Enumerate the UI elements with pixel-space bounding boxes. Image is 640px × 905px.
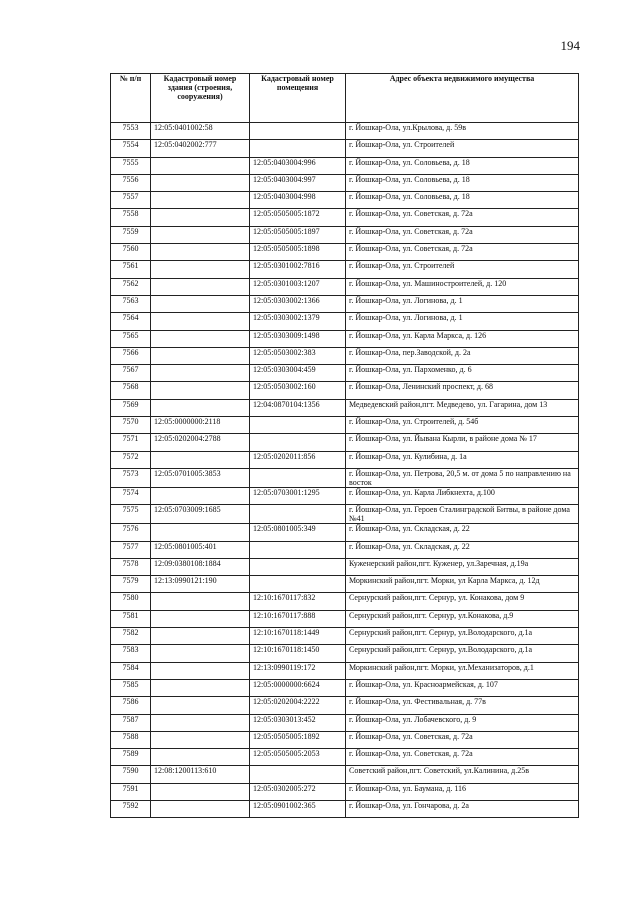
table-row <box>111 123 579 140</box>
building-cadastral-number <box>151 783 250 800</box>
premises-cadastral-number <box>250 576 346 593</box>
table-row <box>111 244 579 261</box>
row-number: 7556 <box>111 174 151 191</box>
address: г. Йошкар-Ола, ул. Складская, д. 22 <box>346 524 579 541</box>
row-number: 7572 <box>111 451 151 468</box>
address: Советский район,пгт. Советский, ул.Калинина, д.25в <box>346 766 579 783</box>
address: г. Йошкар-Ола, ул. Советская, д. 72а <box>346 226 579 243</box>
property-registry-table <box>110 73 579 818</box>
row-number: 7591 <box>111 783 151 800</box>
table-row <box>111 576 579 593</box>
table-row <box>111 399 579 416</box>
table-row <box>111 662 579 679</box>
row-number: 7573 <box>111 468 151 487</box>
building-cadastral-number <box>151 330 250 347</box>
table-row <box>111 731 579 748</box>
table-header-row <box>111 74 579 123</box>
premises-cadastral-number: 12:05:0505005:2053 <box>250 749 346 766</box>
building-cadastral-number <box>151 399 250 416</box>
address: г. Йошкар-Ола, ул. Карла Либкнехта, д.100 <box>346 487 579 504</box>
building-cadastral-number: 12:05:0701005:3853 <box>151 468 250 487</box>
row-number: 7592 <box>111 800 151 817</box>
row-number: 7585 <box>111 679 151 696</box>
premises-cadastral-number: 12:13:0990119:172 <box>250 662 346 679</box>
table-row <box>111 697 579 714</box>
row-number: 7569 <box>111 399 151 416</box>
premises-cadastral-number: 12:05:0505005:1898 <box>250 244 346 261</box>
premises-cadastral-number: 12:05:0302005:272 <box>250 783 346 800</box>
premises-cadastral-number: 12:05:0303002:1379 <box>250 313 346 330</box>
table-row <box>111 382 579 399</box>
table-row <box>111 487 579 504</box>
premises-cadastral-number: 12:05:0403004:996 <box>250 157 346 174</box>
building-cadastral-number <box>151 645 250 662</box>
table-row <box>111 174 579 191</box>
address: г. Йошкар-Ола, Ленинский проспект, д. 68 <box>346 382 579 399</box>
table-row <box>111 541 579 558</box>
premises-cadastral-number <box>250 541 346 558</box>
table-row <box>111 714 579 731</box>
address: Медведевский район,пгт. Медведево, ул. Гагарина, дом 13 <box>346 399 579 416</box>
row-number: 7561 <box>111 261 151 278</box>
address: г. Йошкар-Ола, ул. Фестивальная, д. 77в <box>346 697 579 714</box>
table-row <box>111 417 579 434</box>
premises-cadastral-number: 12:05:0202011:856 <box>250 451 346 468</box>
building-cadastral-number <box>151 382 250 399</box>
row-number: 7589 <box>111 749 151 766</box>
address: г. Йошкар-Ола, ул. Строителей <box>346 261 579 278</box>
building-cadastral-number <box>151 679 250 696</box>
row-number: 7564 <box>111 313 151 330</box>
building-cadastral-number <box>151 174 250 191</box>
row-number: 7559 <box>111 226 151 243</box>
address: Сернурский район,пгт. Сернур, ул.Володарского, д.1а <box>346 645 579 662</box>
premises-cadastral-number: 12:05:0403004:998 <box>250 192 346 209</box>
building-cadastral-number <box>151 697 250 714</box>
premises-cadastral-number <box>250 417 346 434</box>
building-cadastral-number <box>151 731 250 748</box>
address: г. Йошкар-Ола, ул. Строителей <box>346 140 579 157</box>
premises-cadastral-number: 12:05:0801005:349 <box>250 524 346 541</box>
premises-cadastral-number: 12:05:0301003:1207 <box>250 278 346 295</box>
building-cadastral-number <box>151 313 250 330</box>
address: г. Йошкар-Ола, ул.Крылова, д. 59в <box>346 123 579 140</box>
premises-cadastral-number: 12:10:1670117:832 <box>250 593 346 610</box>
premises-cadastral-number: 12:05:0901002:365 <box>250 800 346 817</box>
table-row <box>111 365 579 382</box>
table-row <box>111 505 579 524</box>
header-premises-cadastral: Кадастровый номер помещения <box>250 74 346 123</box>
header-row-number: № п/п <box>111 74 151 123</box>
address: г. Йошкар-Ола, ул. Пархоменко, д. 6 <box>346 365 579 382</box>
row-number: 7562 <box>111 278 151 295</box>
building-cadastral-number: 12:05:0402002:777 <box>151 140 250 157</box>
building-cadastral-number <box>151 209 250 226</box>
building-cadastral-number <box>151 244 250 261</box>
premises-cadastral-number: 12:05:0403004:997 <box>250 174 346 191</box>
building-cadastral-number: 12:05:0401002:58 <box>151 123 250 140</box>
premises-cadastral-number: 12:05:0703001:1295 <box>250 487 346 504</box>
header-building-cadastral: Кадастровый номер здания (строения, сооружения) <box>151 74 250 123</box>
building-cadastral-number <box>151 347 250 364</box>
table-row <box>111 524 579 541</box>
building-cadastral-number <box>151 295 250 312</box>
premises-cadastral-number: 12:10:1670118:1450 <box>250 645 346 662</box>
table-row <box>111 679 579 696</box>
table-row <box>111 261 579 278</box>
address: г. Йошкар-Ола, ул. Героев Сталинградской Битвы, в районе дома №41 <box>346 505 579 524</box>
address: г. Йошкар-Ола, ул. Лобачевского, д. 9 <box>346 714 579 731</box>
row-number: 7583 <box>111 645 151 662</box>
table-row <box>111 347 579 364</box>
premises-cadastral-number <box>250 468 346 487</box>
premises-cadastral-number: 12:10:1670117:888 <box>250 610 346 627</box>
address: г. Йошкар-Ола, ул. Логинова, д. 1 <box>346 295 579 312</box>
building-cadastral-number <box>151 278 250 295</box>
premises-cadastral-number <box>250 434 346 451</box>
premises-cadastral-number: 12:05:0202004:2222 <box>250 697 346 714</box>
row-number: 7584 <box>111 662 151 679</box>
building-cadastral-number <box>151 524 250 541</box>
row-number: 7590 <box>111 766 151 783</box>
address: г. Йошкар-Ола, ул. Советская, д. 72а <box>346 209 579 226</box>
page-number: 194 <box>560 38 580 53</box>
table-row <box>111 800 579 817</box>
address: Сернурский район,пгт. Сернур, ул. Конакова, дом 9 <box>346 593 579 610</box>
address: Сернурский район,пгт. Сернур, ул.Володарского, д.1а <box>346 628 579 645</box>
address: г. Йошкар-Ола, ул. Соловьева, д. 18 <box>346 192 579 209</box>
table-row <box>111 628 579 645</box>
address: г. Йошкар-Ола, ул. Машиностроителей, д. 120 <box>346 278 579 295</box>
address: Сернурский район,пгт. Сернур, ул.Конакова, д.9 <box>346 610 579 627</box>
table-row <box>111 766 579 783</box>
premises-cadastral-number: 12:05:0505005:1897 <box>250 226 346 243</box>
table-row <box>111 140 579 157</box>
header-address: Адрес объекта недвижимого имущества <box>346 74 579 123</box>
row-number: 7580 <box>111 593 151 610</box>
building-cadastral-number: 12:05:0703009:1685 <box>151 505 250 524</box>
building-cadastral-number: 12:13:0990121:190 <box>151 576 250 593</box>
address: г. Йошкар-Ола, ул. Складская, д. 22 <box>346 541 579 558</box>
address: г. Йошкар-Ола, ул. Карла Маркса, д. 126 <box>346 330 579 347</box>
address: г. Йошкар-Ола, ул. Логинова, д. 1 <box>346 313 579 330</box>
premises-cadastral-number: 12:05:0303004:459 <box>250 365 346 382</box>
table-row <box>111 330 579 347</box>
premises-cadastral-number <box>250 140 346 157</box>
premises-cadastral-number: 12:05:0503002:383 <box>250 347 346 364</box>
building-cadastral-number: 12:09:0380108:1884 <box>151 558 250 575</box>
row-number: 7587 <box>111 714 151 731</box>
premises-cadastral-number <box>250 123 346 140</box>
address: г. Йошкар-Ола, ул. Строителей, д. 54б <box>346 417 579 434</box>
table-row <box>111 610 579 627</box>
table-row <box>111 749 579 766</box>
address: г. Йошкар-Ола, ул. Соловьева, д. 18 <box>346 157 579 174</box>
row-number: 7566 <box>111 347 151 364</box>
table-row <box>111 783 579 800</box>
address: г. Йошкар-Ола, пер.Заводской, д. 2а <box>346 347 579 364</box>
premises-cadastral-number: 12:04:0870104:1356 <box>250 399 346 416</box>
building-cadastral-number <box>151 487 250 504</box>
premises-cadastral-number: 12:10:1670118:1449 <box>250 628 346 645</box>
row-number: 7576 <box>111 524 151 541</box>
row-number: 7575 <box>111 505 151 524</box>
row-number: 7577 <box>111 541 151 558</box>
table-row <box>111 278 579 295</box>
premises-cadastral-number: 12:05:0303013:452 <box>250 714 346 731</box>
building-cadastral-number <box>151 610 250 627</box>
address: Моркинский район,пгт. Морки, ул Карла Маркса, д. 12д <box>346 576 579 593</box>
row-number: 7558 <box>111 209 151 226</box>
building-cadastral-number <box>151 662 250 679</box>
row-number: 7588 <box>111 731 151 748</box>
premises-cadastral-number: 12:05:0000000:6624 <box>250 679 346 696</box>
row-number: 7581 <box>111 610 151 627</box>
table-row <box>111 645 579 662</box>
table-row <box>111 209 579 226</box>
building-cadastral-number <box>151 157 250 174</box>
premises-cadastral-number <box>250 505 346 524</box>
row-number: 7571 <box>111 434 151 451</box>
table-row <box>111 192 579 209</box>
table-row <box>111 558 579 575</box>
building-cadastral-number <box>151 365 250 382</box>
premises-cadastral-number: 12:05:0303009:1498 <box>250 330 346 347</box>
table-row <box>111 226 579 243</box>
premises-cadastral-number: 12:05:0503002:160 <box>250 382 346 399</box>
row-number: 7554 <box>111 140 151 157</box>
building-cadastral-number <box>151 451 250 468</box>
building-cadastral-number <box>151 628 250 645</box>
address: г. Йошкар-Ола, ул. Советская, д. 72а <box>346 244 579 261</box>
building-cadastral-number <box>151 593 250 610</box>
table-row <box>111 593 579 610</box>
row-number: 7582 <box>111 628 151 645</box>
row-number: 7570 <box>111 417 151 434</box>
address: г. Йошкар-Ола, ул. Советская, д. 72а <box>346 731 579 748</box>
row-number: 7557 <box>111 192 151 209</box>
address: Куженерский район,пгт. Куженер, ул.Заречная, д.19а <box>346 558 579 575</box>
address: г. Йошкар-Ола, ул. Соловьева, д. 18 <box>346 174 579 191</box>
building-cadastral-number <box>151 261 250 278</box>
building-cadastral-number <box>151 192 250 209</box>
table-row <box>111 157 579 174</box>
premises-cadastral-number: 12:05:0505005:1872 <box>250 209 346 226</box>
premises-cadastral-number <box>250 766 346 783</box>
row-number: 7560 <box>111 244 151 261</box>
building-cadastral-number: 12:05:0202004:2788 <box>151 434 250 451</box>
building-cadastral-number: 12:05:0801005:401 <box>151 541 250 558</box>
building-cadastral-number <box>151 749 250 766</box>
address: г. Йошкар-Ола, ул. Гончарова, д. 2а <box>346 800 579 817</box>
address: г. Йошкар-Ола, ул. Йывана Кырли, в районе дома № 17 <box>346 434 579 451</box>
table-row <box>111 434 579 451</box>
row-number: 7553 <box>111 123 151 140</box>
row-number: 7579 <box>111 576 151 593</box>
building-cadastral-number <box>151 800 250 817</box>
row-number: 7567 <box>111 365 151 382</box>
row-number: 7565 <box>111 330 151 347</box>
table-row <box>111 451 579 468</box>
address: г. Йошкар-Ола, ул. Советская, д. 72а <box>346 749 579 766</box>
table-row <box>111 295 579 312</box>
premises-cadastral-number: 12:05:0301002:7816 <box>250 261 346 278</box>
address: г. Йошкар-Ола, ул. Красноармейская, д. 107 <box>346 679 579 696</box>
row-number: 7568 <box>111 382 151 399</box>
row-number: 7586 <box>111 697 151 714</box>
address: Моркинский район,пгт. Морки, ул.Механизаторов, д.1 <box>346 662 579 679</box>
premises-cadastral-number: 12:05:0505005:1892 <box>250 731 346 748</box>
building-cadastral-number: 12:05:0000000:2118 <box>151 417 250 434</box>
address: г. Йошкар-Ола, ул. Баумана, д. 116 <box>346 783 579 800</box>
address: г. Йошкар-Ола, ул. Петрова, 20,5 м. от дома 5 по направлению на восток <box>346 468 579 487</box>
building-cadastral-number: 12:08:1200113:610 <box>151 766 250 783</box>
address: г. Йошкар-Ола, ул. Кулибина, д. 1а <box>346 451 579 468</box>
premises-cadastral-number: 12:05:0303002:1366 <box>250 295 346 312</box>
table-row <box>111 468 579 487</box>
building-cadastral-number <box>151 714 250 731</box>
row-number: 7578 <box>111 558 151 575</box>
row-number: 7574 <box>111 487 151 504</box>
building-cadastral-number <box>151 226 250 243</box>
table-row <box>111 313 579 330</box>
row-number: 7555 <box>111 157 151 174</box>
premises-cadastral-number <box>250 558 346 575</box>
row-number: 7563 <box>111 295 151 312</box>
